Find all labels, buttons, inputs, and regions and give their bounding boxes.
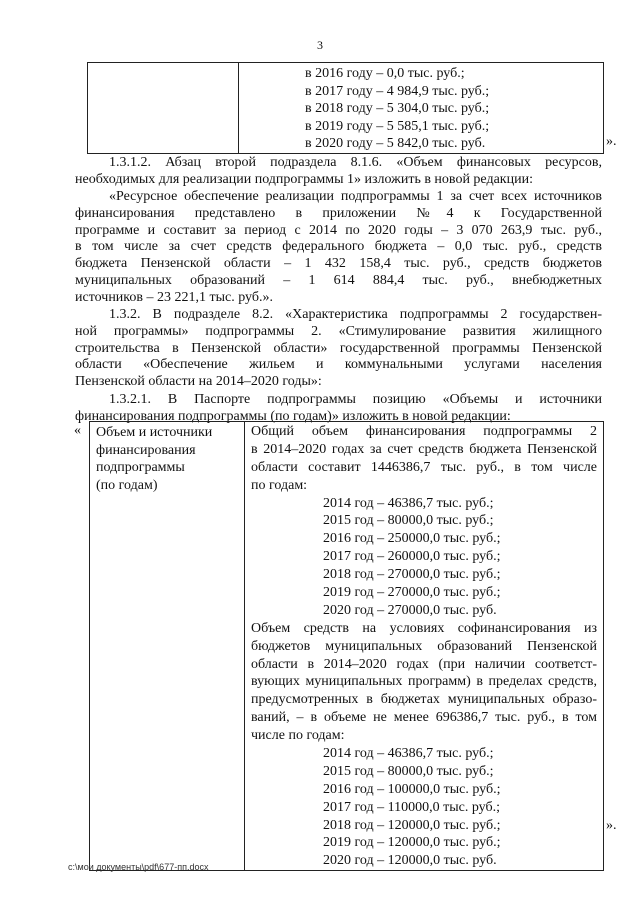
paragraph-line: муниципальных образований – 1 614 884,4 тыс. руб., внебюджетных [75, 272, 602, 288]
right-cell-cofinancing [251, 620, 597, 745]
paragraph-line: бюджета Пензенской области – 1 432 158,4 тыс. руб., средств бюджетов [75, 256, 602, 272]
paragraph-line: «Ресурсное обеспечение реализации подпрограммы 1 за счет всех источников [109, 189, 602, 204]
right-cell-intro [251, 423, 597, 495]
municipal-years-list [251, 745, 597, 870]
intro-line: по годам: [251, 477, 308, 493]
intro-line: в 2014–2020 годах за счет средств бюджета Пензенской [251, 441, 597, 457]
year-2016-budget: 2016 год – 250000,0 тыс. руб.; [323, 531, 501, 547]
file-path-footer: c:\мои документы\pdf\677-пп.docx [68, 862, 209, 872]
top-line-2017: в 2017 году – 4 984,9 тыс. руб.; [305, 83, 490, 99]
left-cell-line: подпрограммы [96, 460, 185, 475]
main-table-left-cell [90, 422, 245, 871]
paragraph-line: 1.3.2.1. В Паспорте подпрограммы позицию «Объемы и источники [109, 392, 602, 407]
paragraph-line: программе и составит за период с 2014 по 2020 годы – 3 070 263,9 тыс. руб., [75, 222, 602, 238]
intro-line: Общий объем финансирования подпрограммы 2 [251, 424, 597, 439]
paragraph-line: необходимых для реализации подпрограммы 1» изложить в новой редакции: [75, 171, 533, 187]
municipal-year-2019: 2019 год – 120000,0 тыс. руб.; [323, 835, 501, 851]
paragraph-1-3-1-2 [75, 155, 602, 189]
page-number: 3 [317, 38, 323, 52]
paragraph-line: Пензенской области на 2014–2020 годы»: [75, 374, 322, 390]
paragraph-line: 1.3.2. В подразделе 8.2. «Характеристика подпрограммы 2 государствен- [109, 307, 602, 322]
top-line-2018: в 2018 году – 5 304,0 тыс. руб.; [305, 101, 490, 116]
budget-years-list [251, 495, 597, 620]
cofinancing-line: ваний, – в объеме не менее 696386,7 тыс. руб., в том [251, 710, 597, 726]
paragraph-line: ной программы» подпрограммы 2. «Стимулирование развития жилищного [75, 323, 602, 339]
cofinancing-line: вующих муниципальных программ) в пределах средств, [251, 674, 597, 690]
cofinancing-line: Объем средств на условиях софинансирования из [251, 620, 597, 636]
paragraph-line: строительства в Пензенской области» государственной программы Пензенской [75, 340, 602, 356]
year-2019-budget: 2019 год – 270000,0 тыс. руб.; [323, 585, 501, 601]
paragraph-line: области «Обеспечение жильем и коммунальными услугами населения [75, 357, 602, 373]
cofinancing-line: предусмотренных в бюджетах муниципальных образо- [251, 692, 597, 708]
year-2018-budget: 2018 год – 270000,0 тыс. руб.; [323, 567, 501, 583]
cofinancing-line: бюджетов муниципальных образований Пензенской [251, 638, 597, 654]
year-2014-budget: 2014 год – 46386,7 тыс. руб.; [323, 495, 494, 511]
top-table-left-cell [88, 63, 239, 154]
main-table-right-cell [245, 422, 604, 871]
year-2017-budget: 2017 год – 260000,0 тыс. руб.; [323, 549, 501, 565]
paragraph-line: в том числе за счет средств федерального бюджета – 0,0 тыс. руб., средств [75, 239, 602, 255]
main-table-closing-mark: ». [606, 818, 617, 833]
year-2015-budget: 2015 год – 80000,0 тыс. руб.; [323, 513, 494, 529]
municipal-year-2016: 2016 год – 100000,0 тыс. руб.; [323, 781, 501, 797]
paragraph-resource-quote [75, 189, 602, 307]
top-table-closing-mark: ». [606, 134, 617, 149]
main-funding-table [89, 421, 604, 871]
paragraph-line: финансирования подпрограммы (по годам)» изложить в новой редакции: [75, 408, 511, 424]
left-cell-line: финансирования [96, 442, 196, 458]
top-line-2020: в 2020 году – 5 842,0 тыс. руб. [305, 136, 486, 151]
top-funding-table [87, 62, 604, 154]
paragraph-1-3-2 [75, 307, 602, 391]
left-cell-line: (по годам) [96, 477, 158, 493]
municipal-year-2020: 2020 год – 120000,0 тыс. руб. [323, 853, 497, 869]
top-line-2019: в 2019 году – 5 585,1 тыс. руб.; [305, 118, 490, 134]
left-cell-line: Объем и источники [96, 425, 213, 440]
cofinancing-line: числе по годам: [251, 728, 345, 744]
municipal-year-2017: 2017 год – 110000,0 тыс. руб.; [323, 799, 500, 815]
municipal-year-2014: 2014 год – 46386,7 тыс. руб.; [323, 746, 494, 762]
paragraph-line: финансирования представлено в приложении №4 к Государственной [75, 205, 602, 221]
main-table-opening-mark: « [74, 423, 81, 438]
paragraph-line: 1.3.1.2. Абзац второй подраздела 8.1.6. «Объем финансовых ресурсов, [109, 155, 602, 170]
top-table-right-cell [239, 63, 604, 154]
top-line-2016: в 2016 году – 0,0 тыс. руб.; [305, 66, 465, 81]
cofinancing-line: области в 2014–2020 годах (при наличии соответст- [251, 656, 597, 672]
year-2020-budget: 2020 год – 270000,0 тыс. руб. [323, 602, 497, 618]
paragraph-line: источников – 23 221,1 тыс. руб.». [75, 289, 273, 305]
intro-line: области составит 1446386,7 тыс. руб., в том числе [251, 459, 597, 475]
municipal-year-2018: 2018 год – 120000,0 тыс. руб.; [323, 817, 501, 833]
municipal-year-2015: 2015 год – 80000,0 тыс. руб.; [323, 763, 494, 779]
